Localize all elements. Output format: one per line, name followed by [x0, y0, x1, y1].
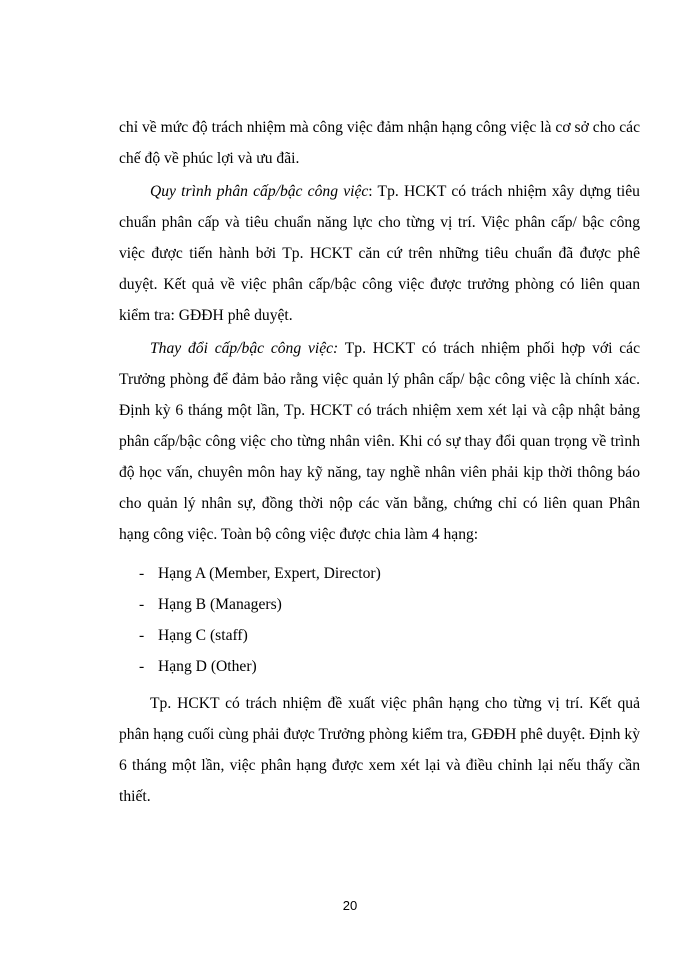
paragraph-grade-change [119, 333, 640, 550]
list-dash: - [139, 565, 145, 582]
paragraph-body-grading-process: : Tp. HCKT có trách nhiệm xây dựng tiêu chuẩn phân cấp và tiêu chuẩn năng lực cho từng vị trí. Việc phân cấp/ bậc công việc được tiến hành bởi Tp. HCKT căn cứ trên những tiêu chuẩn đã được phê duyệt. Kết quả về việc phân cấp/bậc công việc được trưởng phòng có liên quan kiểm tra: GĐĐH phê duyệt. [119, 183, 640, 324]
list-item-label: Hạng A (Member, Expert, Director) [158, 565, 381, 582]
list-dash: - [139, 658, 145, 675]
list-dash: - [139, 596, 145, 613]
list-item-label: Hạng B (Managers) [158, 596, 282, 613]
page-number: 20 [342, 898, 358, 913]
list-item [119, 558, 640, 589]
list-dash: - [139, 627, 145, 644]
paragraph-grading-process [119, 176, 640, 331]
list-item-label: Hạng D (Other) [158, 658, 257, 675]
paragraph-heading-grade-change: Thay đổi cấp/bậc công việc: [150, 340, 339, 357]
paragraph-welfare-basis: chỉ về mức độ trách nhiệm mà công việc đảm nhận hạng công việc là cơ sở cho các chế độ về phúc lợi và ưu đãi. [119, 119, 640, 167]
paragraph-ranking-proposal: Tp. HCKT có trách nhiệm đề xuất việc phân hạng cho từng vị trí. Kết quả phân hạng cuối cùng phải được Trưởng phòng kiểm tra, GĐĐH phê duyệt. Định kỳ 6 tháng một lần, việc phân hạng được xem xét lại và điều chỉnh lại nếu thấy cần thiết. [119, 695, 640, 805]
list-item [119, 589, 640, 620]
list-item [119, 651, 640, 682]
paragraph-heading-grading-process: Quy trình phân cấp/bậc công việc [150, 183, 369, 200]
document-body [119, 112, 640, 812]
list-item [119, 620, 640, 651]
paragraph-body-grade-change: Tp. HCKT có trách nhiệm phối hợp với các Trưởng phòng để đảm bảo rằng việc quản lý phân cấp/ bậc công việc là chính xác. Định kỳ 6 tháng một lần, Tp. HCKT có trách nhiệm xem xét lại và cập nhật bảng phân cấp/bậc công việc cho từng nhân viên. Khi có sự thay đổi quan trọng về trình độ học vấn, chuyên môn hay kỹ năng, tay nghề nhân viên phải kịp thời thông báo cho quản lý nhân sự, đồng thời nộp các văn bằng, chứng chỉ có liên quan Phân hạng công việc. Toàn bộ công việc được chia làm 4 hạng: [119, 340, 640, 543]
list-item-label: Hạng C (staff) [158, 627, 248, 644]
grade-list [119, 558, 640, 682]
